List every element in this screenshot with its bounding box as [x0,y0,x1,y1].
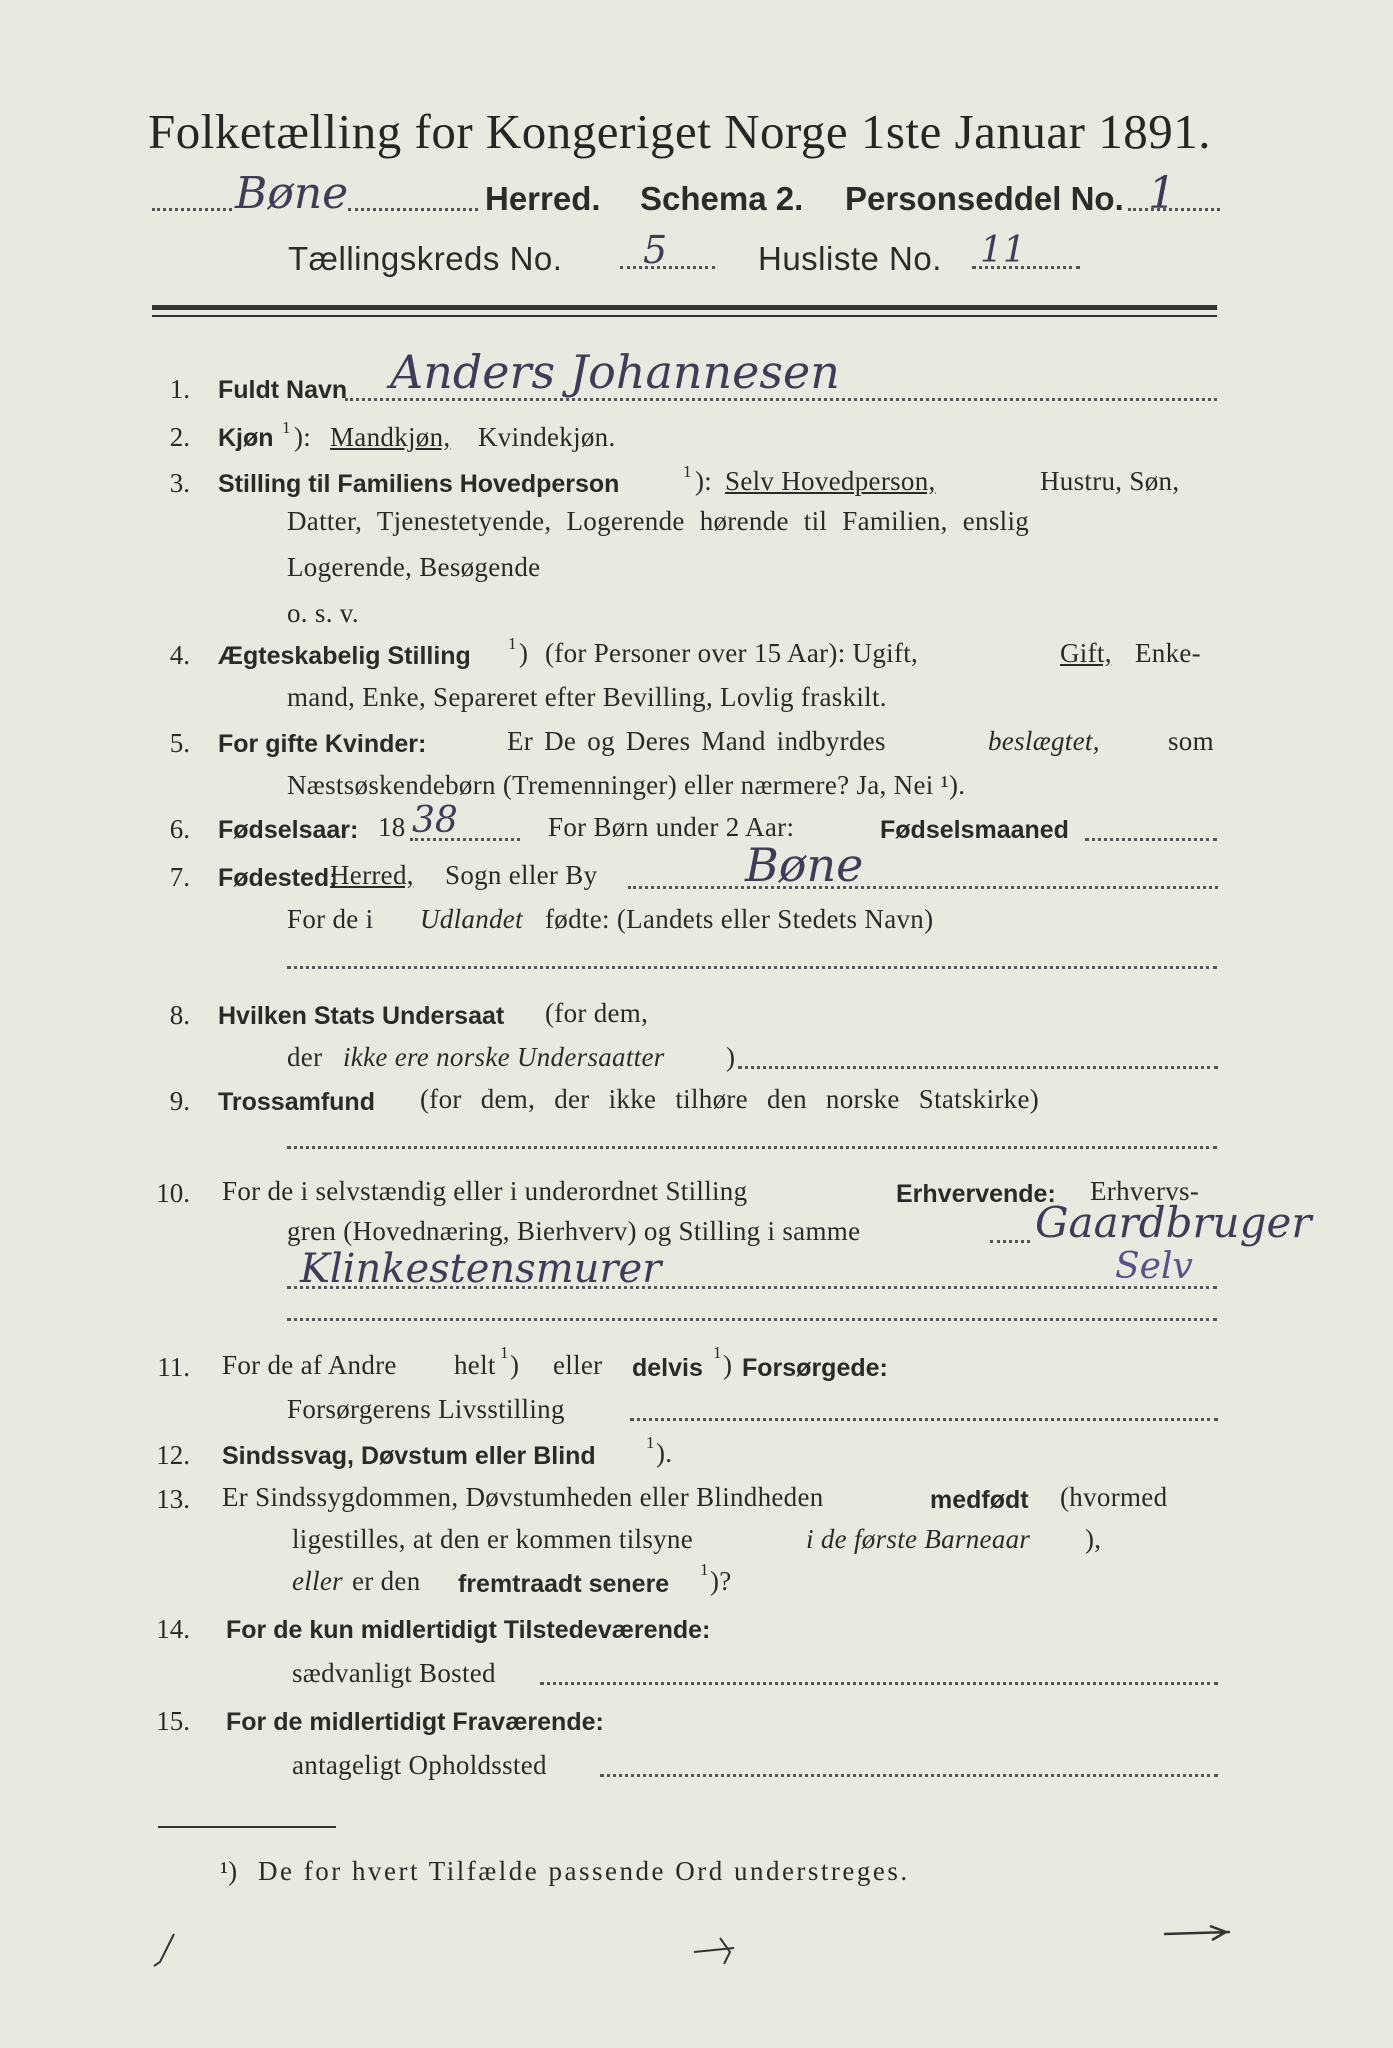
q10-line1-b: Erhvervende: [896,1180,1056,1208]
dotted-line [410,838,520,841]
footnote-ref: 1 [508,634,517,653]
personseddel-label: Personseddel No. [845,180,1124,217]
q6-year: 38 [412,800,458,841]
q6-text: For Børn under 2 Aar: [548,812,795,842]
q14-label: For de kun midlertidigt Tilstedeværende: [226,1616,711,1644]
personseddel-no: 1 [1148,168,1176,219]
q11-line1-a: For de af Andre [222,1350,397,1380]
q13-line2-italic: i de første Barneaar [806,1524,1031,1554]
q2-option-selected: Mandkjøn, [330,422,451,452]
dotted-line [620,266,715,269]
item-number: 2. [169,422,190,452]
q6-label-b: Fødselsmaaned [880,816,1069,844]
q13-line2-b: ), [1085,1524,1102,1554]
q13-line3-italic: eller [292,1566,343,1596]
item-number: 14. [156,1614,190,1644]
footnote-ref: 1 [713,1343,722,1362]
item-number: 4. [169,640,190,670]
q13-line3-a: er den [352,1566,421,1596]
ink-mark [690,1930,750,1970]
dotted-line [600,1774,1218,1777]
item-number: 11. [157,1352,190,1382]
q1-answer: Anders Johannesen [390,345,840,399]
q7-line2-a: For de i [287,904,374,934]
q10-line2: gren (Hovednæring, Bierhverv) og Stilling i samme [287,1216,861,1246]
dotted-line [287,1286,1217,1289]
kreds-no: 5 [643,228,668,272]
q11-paren: ) [723,1350,733,1380]
footnote-ref: 1 [700,1560,709,1579]
header-rule [152,315,1217,317]
q3-options-line3: Logerende, Besøgende [287,552,541,582]
dotted-line [738,1066,1218,1069]
q13-line3-b: fremtraadt senere [458,1570,670,1598]
q3-options: Hustru, Søn, [1040,466,1180,496]
schema-label: Schema 2. [640,180,804,217]
q11-line2: Forsørgerens Livsstilling [287,1394,565,1424]
item-number: 9. [169,1086,190,1116]
form-title: Folketælling for Kongeriget Norge 1ste Januar 1891. [148,104,1211,159]
dotted-line [630,1418,1218,1421]
q7-option-selected: Herred, [330,860,414,890]
q13-line1-c: (hvormed [1060,1482,1168,1512]
item-number: 7. [169,862,190,892]
footnote-rule [158,1826,336,1828]
husliste-no: 11 [980,230,1026,271]
q4-options: (for Personer over 15 Aar): Ugift, [545,638,919,668]
q5-question-tail: som [1168,726,1214,756]
q7-answer: Bøne [745,838,864,892]
item-number: 5. [169,728,190,758]
q9-text: (for dem, der ikke tilhøre den norske Statskirke) [420,1084,1040,1114]
q3-options-line2: Datter, Tjenestetyende, Logerende hørende til Familien, enslig [287,506,1030,536]
q15-label: For de midlertidigt Fraværende: [226,1708,604,1736]
q13-line3-c: )? [710,1566,732,1596]
q3-options-line4: o. s. v. [287,598,359,628]
q10-answer-secondary: Klinkestensmurer [300,1246,662,1292]
q15-line2: antageligt Opholdssted [292,1750,547,1780]
q9-label: Trossamfund [218,1088,375,1116]
q11-line1-b: helt [454,1350,496,1380]
header-rule [152,305,1217,310]
item-number: 6. [169,814,190,844]
q10-line1-c: Erhvervs- [1090,1176,1200,1206]
husliste-label: Husliste No. [758,240,942,277]
q6-label: Fødselsaar: [218,816,359,844]
q3-label: Stilling til Familiens Hovedperson [218,470,620,498]
footnote-ref: 1 [500,1343,509,1362]
q5-question: Er De og Deres Mand indbyrdes [507,726,886,756]
q11-paren: ) [510,1350,520,1380]
q8-text: (for dem, [545,998,649,1028]
dotted-line [287,1146,1217,1149]
footnote-ref: 1 [683,462,692,481]
q10-answer-occupation: Gaardbruger [1035,1198,1312,1247]
ink-mark [1160,1920,1240,1950]
dotted-line [540,1682,1218,1685]
q11-line1-d: delvis [632,1354,703,1382]
q4-options-line2: mand, Enke, Separeret efter Bevilling, Lovlig fraskilt. [287,682,887,712]
q8-line2-a: der [287,1042,323,1072]
footnote-text: De for hvert Tilfælde passende Ord understreges. [258,1856,910,1886]
q12-tail: ). [656,1438,673,1468]
q7-options: Sogn eller By [445,860,598,890]
footnote-ref: 1 [282,418,291,437]
q3-option-selected: Selv Hovedperson, [725,466,936,496]
q13-line1-b: medfødt [930,1486,1029,1514]
q13-line2-a: ligestilles, at den er kommen tilsyne [292,1524,694,1554]
q3-colon: ): [695,466,713,496]
item-number: 3. [169,468,190,498]
dotted-line [287,966,1217,969]
dotted-line [348,208,478,211]
q8-line2-b: ) [726,1042,736,1072]
q4-label: Ægteskabelig Stilling [218,642,471,670]
q1-label: Fuldt Navn [218,376,348,404]
footnote-marker: ¹) [220,1856,238,1886]
q4-paren: ) [519,638,529,668]
q12-label: Sindssvag, Døvstum eller Blind [222,1442,596,1470]
q7-label: Fødested: [218,864,338,892]
footnote-ref: 1 [646,1433,655,1452]
kreds-label: Tællingskreds No. [288,240,563,277]
q5-label: For gifte Kvinder: [218,730,427,758]
item-number: 15. [156,1706,190,1736]
q5-question-line2: Næstsøskendebørn (Tremenninger) eller nærmere? Ja, Nei ¹). [287,770,966,800]
dotted-line [972,266,1080,269]
q7-line2-italic: Udlandet [420,904,523,934]
q6-year-prefix: 18 [378,812,406,842]
q8-line2-italic: ikke ere norske Undersaatter [343,1042,665,1072]
item-number: 13. [156,1484,190,1514]
dotted-line [1128,208,1220,211]
item-number: 12. [156,1440,190,1470]
dotted-line [628,886,1218,889]
item-number: 1. [169,374,190,404]
dotted-line [152,208,232,211]
dotted-line [990,1240,1030,1243]
item-number: 10. [156,1178,190,1208]
q11-line1-c: eller [553,1350,603,1380]
item-number: 8. [169,1000,190,1030]
q4-options: Enke- [1135,638,1201,668]
q13-line1-a: Er Sindssygdommen, Døvstumheden eller Blindheden [222,1482,824,1512]
q11-line1-e: Forsørgede: [742,1354,888,1382]
q4-option-selected: Gift, [1060,638,1112,668]
q14-line2: sædvanligt Bosted [292,1658,496,1688]
q7-line2-b: fødte: (Landets eller Stedets Navn) [545,904,934,934]
herred-name: Bøne [235,168,349,219]
q10-line1-a: For de i selvstændig eller i underordnet Stilling [222,1176,748,1206]
q2-option: Kvindekjøn. [478,422,616,452]
q10-answer-position: Selv [1115,1246,1193,1287]
dotted-line [1085,838,1217,841]
q8-label: Hvilken Stats Undersaat [218,1002,505,1030]
q5-question-italic: beslægtet, [988,726,1100,756]
q2-label: Kjøn [218,424,274,452]
herred-label: Herred. [485,180,601,217]
q2-colon: ): [294,422,312,452]
ink-mark [150,1930,180,1970]
dotted-line [287,1318,1217,1321]
